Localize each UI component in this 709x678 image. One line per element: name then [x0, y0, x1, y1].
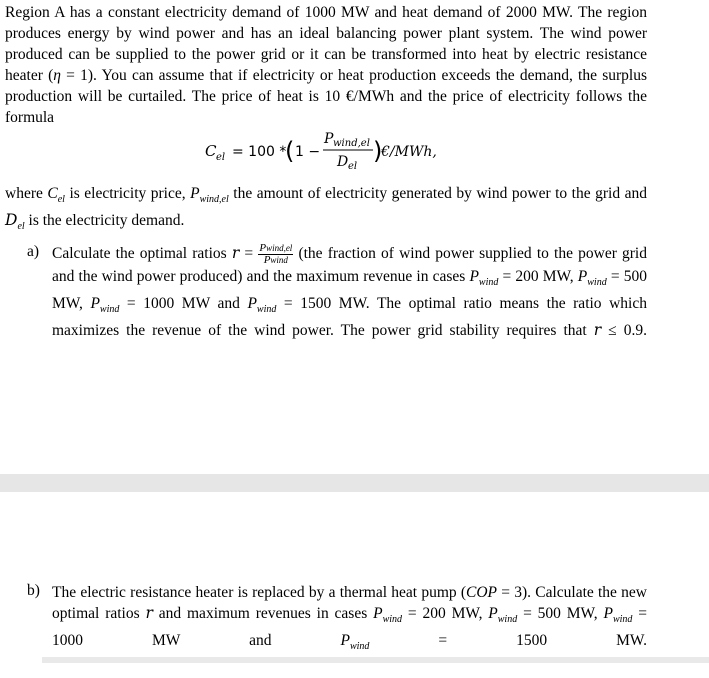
- where-text-4: is the electricity demand.: [24, 212, 185, 230]
- part-b-label: b): [27, 582, 40, 599]
- ratio-denominator: [258, 255, 293, 266]
- part-b-text-1: The electric resistance heater is replaced by a thermal heat pump (: [52, 584, 467, 601]
- part-a-r2: r: [593, 321, 602, 340]
- part-b-r: r: [145, 604, 153, 622]
- b-case4-sub: wind: [349, 641, 370, 653]
- case3-val: = 1000 MW and: [119, 295, 248, 313]
- formula-num: P: [324, 131, 334, 147]
- case4-sub: wind: [256, 304, 277, 316]
- case2-p: P: [577, 268, 588, 285]
- where-paragraph: [5, 183, 647, 237]
- ratio-num-p: P: [259, 242, 267, 254]
- formula-paren-open: (: [285, 137, 295, 165]
- part-a-eq: =: [239, 245, 259, 263]
- part-a-label: a): [27, 243, 40, 260]
- where-p: P: [190, 185, 200, 202]
- b-case1-val: = 200 MW,: [402, 605, 489, 622]
- case1-p: P: [469, 268, 479, 285]
- b-case3-val: = 1000 MW and: [52, 605, 647, 650]
- ratio-num-sub: wind,el: [266, 243, 293, 253]
- formula-one-minus: 1 −: [295, 144, 321, 160]
- b-case4-p: P: [340, 632, 350, 650]
- ratio-den-p: P: [263, 254, 271, 266]
- part-a-text-2: (the fraction of wind power supplied to the power grid and the wind power produced) and the maximum revenue in cases: [52, 245, 647, 285]
- eta-symbol: η: [53, 67, 61, 84]
- b-case3-sub: wind: [612, 614, 633, 626]
- case2-val: = 500 MW,: [52, 268, 647, 313]
- formula-unit: €/MWh,: [381, 144, 437, 160]
- b-case2-val: = 500 MW,: [517, 605, 604, 622]
- b-case2-p: P: [488, 605, 498, 622]
- bottom-strip: [42, 657, 709, 663]
- part-a-text-3: ≤ 0.9.: [601, 322, 647, 340]
- where-d-sub: el: [17, 221, 25, 233]
- part-a-paragraph: [52, 243, 647, 362]
- formula-paren-close: ): [373, 137, 383, 165]
- case1-val: = 200 MW,: [498, 268, 578, 285]
- part-a-text-1: Calculate the optimal ratios: [52, 245, 232, 263]
- where-text-1: where: [5, 185, 48, 202]
- where-text-2: is electricity price,: [64, 185, 191, 202]
- part-b-text-2: = 3). Calculate the new optimal ratios: [52, 584, 647, 622]
- price-formula: [205, 126, 465, 174]
- formula-den: D: [337, 154, 349, 170]
- part-b-text-3: and maximum revenues in cases: [152, 605, 374, 622]
- where-c-sub: el: [57, 194, 65, 206]
- formula-den-sub: el: [348, 161, 358, 172]
- where-text-3: the amount of electricity generated by wind power to the grid and: [228, 185, 647, 202]
- part-b-paragraph: [52, 582, 647, 678]
- case2-sub: wind: [587, 277, 607, 289]
- where-c: C: [47, 185, 58, 202]
- where-p-sub: wind,el: [199, 194, 229, 206]
- part-a-r: r: [231, 244, 240, 263]
- case4-val: = 1500 MW. The optimal ratio means the ratio which maximizes the revenue of the wind power. The power grid stability requires that: [52, 295, 647, 340]
- case3-sub: wind: [99, 304, 120, 316]
- b-case3-p: P: [603, 605, 613, 622]
- case1-sub: wind: [478, 277, 499, 289]
- b-case4-val: = 1500 MW.: [369, 632, 648, 650]
- where-d: D: [5, 211, 18, 230]
- formula-lhs: C: [205, 142, 217, 160]
- part-b-cop: COP: [466, 584, 498, 601]
- intro-text-cont: = 1). You can assume that if electricity or heat production exceeds the demand, the surplus production will be curtailed. The price of heat is 10 €/MWh and the price of electricity follows the formula: [5, 67, 647, 126]
- ratio-fraction: [258, 243, 293, 266]
- b-case1-p: P: [373, 605, 383, 622]
- formula-num-sub: wind,el: [333, 138, 370, 149]
- formula-lhs-sub: el: [216, 152, 226, 163]
- case4-p: P: [247, 295, 257, 313]
- formula-svg: [205, 126, 465, 174]
- b-case1-sub: wind: [382, 614, 403, 626]
- section-divider: [0, 474, 709, 492]
- ratio-den-sub: wind: [270, 255, 288, 265]
- b-case2-sub: wind: [497, 614, 518, 626]
- case3-p: P: [90, 295, 100, 313]
- intro-text: Region A has a constant electricity demand of 1000 MW and heat demand of 2000 MW. The region produces energy by wind power and has an ideal balancing power plant system. The wind power produced can be supplied to the power grid or it can be transformed into heat by electric resistance heater (: [5, 4, 647, 84]
- formula-eq: = 100 *: [232, 144, 287, 160]
